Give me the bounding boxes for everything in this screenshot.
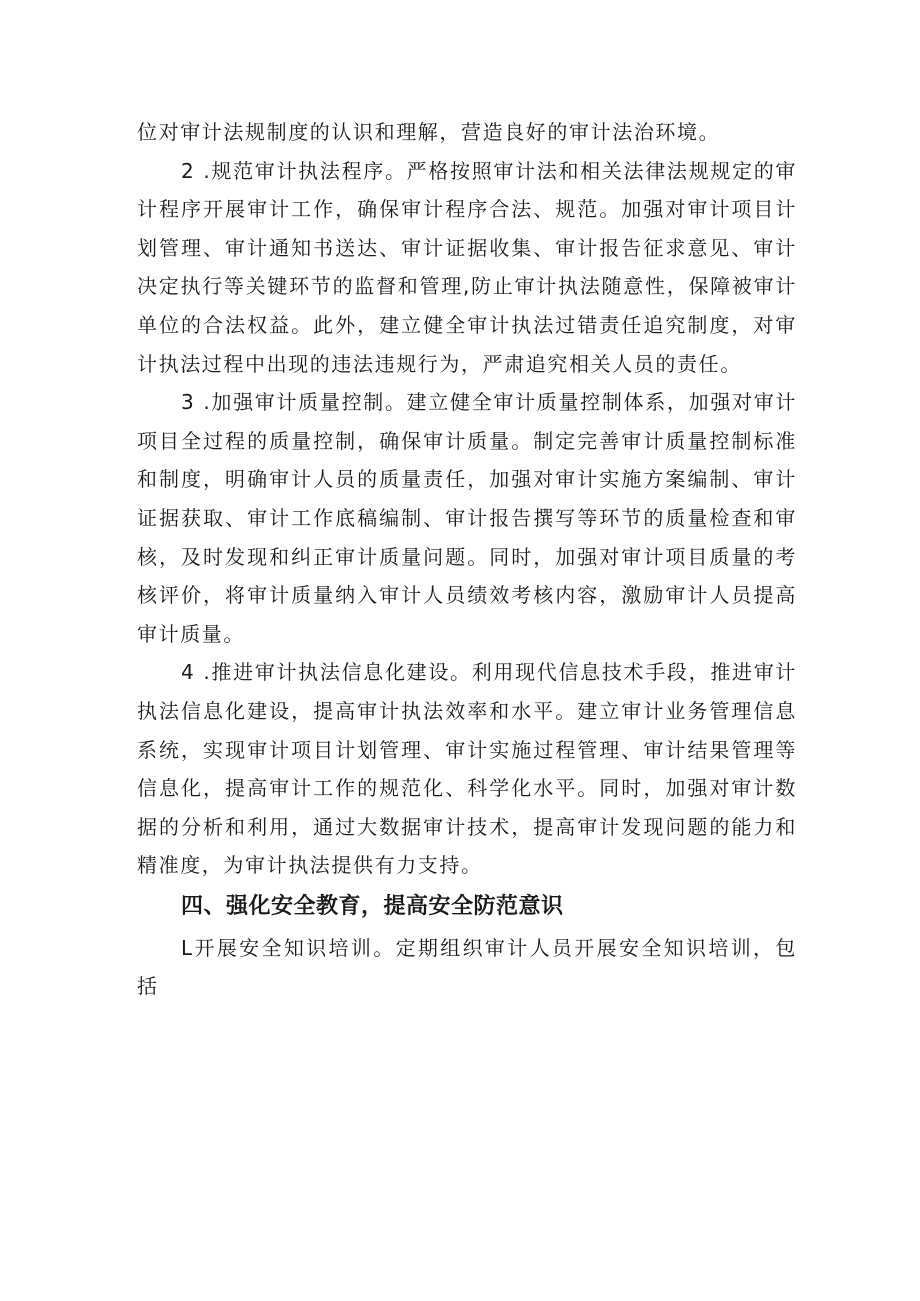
- document-body: [137, 113, 797, 1006]
- paragraph-item-1: L开展安全知识培训。定期组织审计人员开展安全知识培训，包括: [137, 935, 797, 999]
- paragraph-item-3: 3 .加强审计质量控制。建立健全审计质量控制体系，加强对审计项目全过程的质量控制，确保审计质量。制定完善审计质量控制标准和制度，明确审计人员的质量责任，加强对审计实施方案编制、审计证据获取、审计工作底稿编制、审计报告撰写等环节的质量检查和审核，及时发现和纠正审计质量问题。同时，加强对审计项目质量的考核评价，将审计质量纳入审计人员绩效考核内容，激励审计人员提高审计质量。: [137, 390, 797, 646]
- section-heading: 四、强化安全教育，提高安全防范意识: [181, 893, 564, 919]
- paragraph-item-4: 4 .推进审计执法信息化建设。利用现代信息技术手段，推进审计执法信息化建设，提高审计执法效率和水平。建立审计业务管理信息系统，实现审计项目计划管理、审计实施过程管理、审计结果管理等信息化，提高审计工作的规范化、科学化水平。同时，加强对审计数据的分析和利用，通过大数据审计技术，提高审计发现问题的能力和精准度，为审计执法提供有力支持。: [137, 660, 797, 878]
- paragraph-item-2: 2 .规范审计执法程序。严格按照审计法和相关法律法规规定的审计程序开展审计工作，确保审计程序合法、规范。加强对审计项目计划管理、审计通知书送达、审计证据收集、审计报告征求意见、审计决定执行等关键环节的监督和管理,防止审计执法随意性，保障被审计单位的合法权益。此外，建立健全审计执法过错责任追究制度，对审计执法过程中出现的违法违规行为，严肃追究相关人员的责任。: [137, 158, 797, 376]
- paragraph-continuation: 位对审计法规制度的认识和理解，营造良好的审计法治环境。: [137, 120, 721, 144]
